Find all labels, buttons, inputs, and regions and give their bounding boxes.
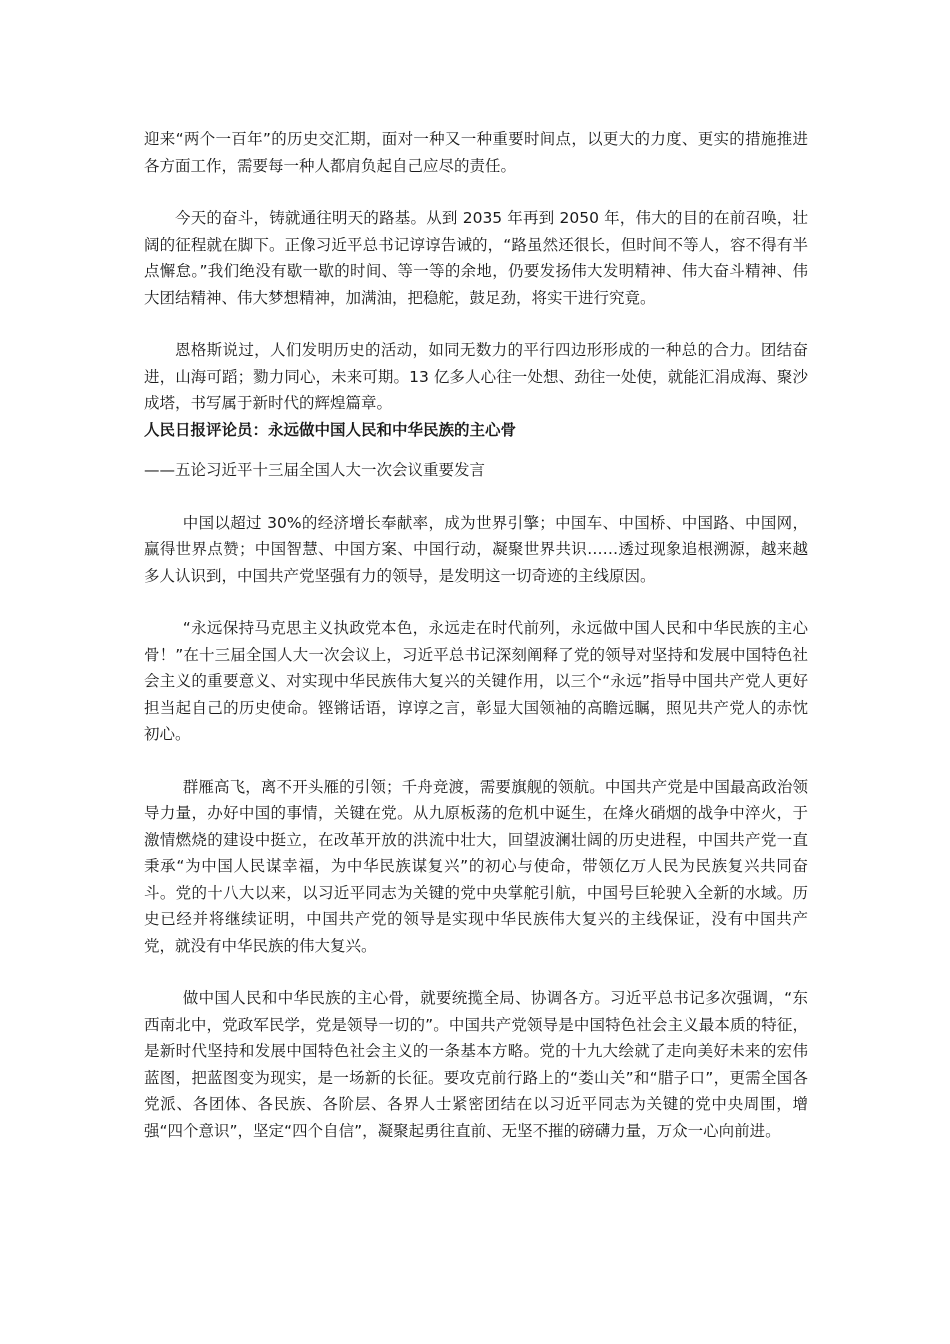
document-page: [144, 126, 808, 1144]
paragraph-lead-goose: 群雁高飞，离不开头雁的引领；千舟竞渡，需要旗舰的领航。中国共产党是中国最高政治领导力量，办好中国的事情，关键在党。从九原板荡的危机中诞生，在烽火硝烟的战争中淬火，于激情燃烧的建设中挺立，在改革开放的洪流中壮大，回望波澜壮阔的历史进程，中国共产党一直秉承“为中国人民谋幸福，为中华民族谋复兴”的初心与使命，带领亿万人民为民族复兴共同奋斗。党的十八大以来，以习近平同志为关键的党中央掌舵引航，中国号巨轮驶入全新的水域。历史已经并将继续证明，中国共产党的领导是实现中华民族伟大复兴的主线保证，没有中国共产党，就没有中华民族的伟大复兴。: [144, 777, 808, 955]
paragraph-todays-struggle: 今天的奋斗，铸就通往明天的路基。从到 2035 年再到 2050 年，伟大的目的在前召唤，壮阔的征程就在脚下。正像习近平总书记谆谆告诫的，“路虽然还很长，但时间不等人，容不得有半点懈怠。”我们绝没有歇一歇的时间、等一等的余地，仍要发扬伟大发明精神、伟大奋斗精神、伟大团结精神、伟大梦想精神，加满油，把稳舵，鼓足劲，将实干进行究竟。: [144, 209, 808, 307]
paragraph-two-centenaries: 迎来“两个一百年”的历史交汇期，面对一种又一种重要时间点，以更大的力度、更实的措施推进各方面工作，需要每一种人都肩负起自己应尽的责任。: [144, 130, 808, 175]
section-subtitle: ——五论习近平十三届全国人大一次会议重要发言: [144, 461, 486, 479]
paragraph-overall-situation: 做中国人民和中华民族的主心骨，就要统揽全局、协调各方。习近平总书记多次强调，“东西南北中，党政军民学，党是领导一切的”。中国共产党领导是中国特色社会主义最本质的特征，是新时代坚持和发展中国特色社会主义的一条基本方略。党的十九大绘就了走向美好未来的宏伟蓝图，把蓝图变为现实，是一场新的长征。要攻克前行路上的“娄山关”和“腊子口”，更需全国各党派、各团体、各民族、各阶层、各界人士紧密团结在以习近平同志为关键的党中央周围，增强“四个意识”，坚定“四个自信”，凝聚起勇往直前、无坚不摧的磅礴力量，万众一心向前进。: [144, 989, 808, 1140]
paragraph-world-engine: 中国以超过 30%的经济增长奉献率，成为世界引擎；中国车、中国桥、中国路、中国网，赢得世界点赞；中国智慧、中国方案、中国行动，凝聚世界共识……透过现象追根溯源，越来越多人认识到，中国共产党坚强有力的领导，是发明这一切奇迹的主线原因。: [144, 513, 808, 585]
section-title: 人民日报评论员：永远做中国人民和中华民族的主心骨: [144, 420, 517, 439]
paragraph-three-forevers: “永远保持马克思主义执政党本色，永远走在时代前列，永远做中国人民和中华民族的主心骨！”在十三届全国人大一次会议上，习近平总书记深刻阐释了党的领导对坚持和发展中国特色社会主义的重要意义、对实现中华民族伟大复兴的关键作用，以三个“永远”指导中国共产党人更好担当起自己的历史使命。铿锵话语，谆谆之言，彰显大国领袖的高瞻远瞩，照见共产党人的赤忱初心。: [144, 619, 808, 743]
paragraph-engels: 恩格斯说过，人们发明历史的活动，如同无数力的平行四边形形成的一种总的合力。团结奋进，山海可蹈；勠力同心，未来可期。13 亿多人心往一处想、劲往一处使，就能汇涓成海、聚沙成塔，书写属于新时代的辉煌篇章。: [144, 341, 808, 412]
